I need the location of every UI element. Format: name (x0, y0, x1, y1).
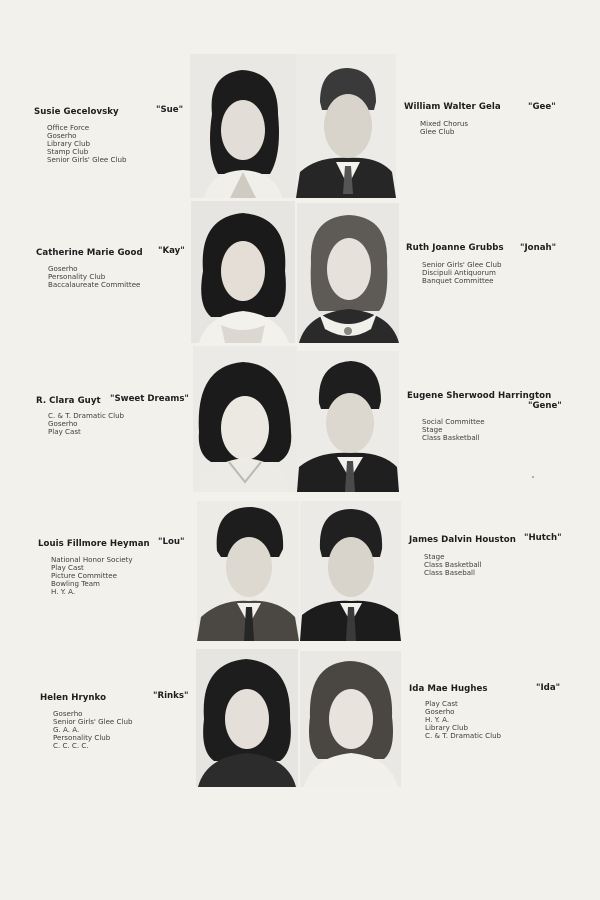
activity: Goserho (48, 264, 78, 273)
senior-nickname: "Lou" (158, 537, 185, 547)
senior-name: Ruth Joanne Grubbs (406, 243, 504, 253)
activity: H. Y. A. (51, 587, 76, 597)
activity: Stage (422, 425, 443, 435)
activity: Play Cast (48, 427, 81, 437)
activity: Senior Girls' Glee Club (53, 717, 133, 727)
activity: Class Baseball (424, 568, 475, 578)
activity-list (425, 700, 501, 740)
activity: Personality Club (53, 733, 111, 743)
portrait-photo (300, 651, 401, 787)
portrait-photo (197, 501, 299, 641)
senior-nickname: "Ida" (536, 683, 561, 693)
portrait-photo (300, 501, 401, 641)
activity: Picture Committee (51, 571, 118, 581)
activity: C. C. C. C. (53, 741, 89, 751)
activity: Social Committee (422, 417, 485, 426)
senior-name: Ida Mae Hughes (409, 684, 488, 694)
senior-name: William Walter Gela (404, 102, 501, 112)
senior-nickname: "Jonah" (520, 243, 557, 253)
activity: Mixed Chorus (420, 119, 469, 128)
portrait-photo (191, 201, 295, 343)
activity: Senior Girls' Glee Club (47, 155, 127, 165)
portrait-photo (297, 351, 399, 492)
activity: Baccalaureate Committee (48, 280, 141, 290)
senior-nickname: "Kay" (158, 246, 185, 256)
activity: Play Cast (51, 563, 84, 573)
activity-list (420, 120, 468, 136)
senior-nickname: "Hutch" (524, 533, 562, 543)
activity-list (422, 418, 485, 442)
senior-nickname: "Gee" (528, 102, 556, 112)
activity-list (422, 261, 501, 285)
activity: Senior Girls' Glee Club (422, 260, 502, 269)
activity: Discipuli Antiquorum (422, 268, 496, 278)
senior-nickname: "Gene" (528, 401, 562, 411)
senior-name: Louis Fillmore Heyman (38, 539, 150, 549)
activity: Bowling Team (51, 579, 100, 589)
portrait-photo (193, 346, 297, 492)
activity: Play Cast (425, 699, 458, 708)
portrait-photo (297, 203, 399, 343)
senior-name: Catherine Marie Good (36, 248, 143, 258)
activity-list (47, 124, 126, 164)
portrait-photo (196, 649, 298, 787)
activity: Office Force (47, 123, 90, 132)
activity: Class Basketball (422, 433, 480, 443)
activity: Goserho (425, 707, 455, 717)
portrait-photo (296, 54, 396, 198)
activity-list (48, 412, 124, 436)
activity-list (53, 710, 132, 750)
activity: Personality Club (48, 272, 106, 282)
senior-nickname: "Rinks" (153, 691, 189, 701)
activity: Banquet Committee (422, 276, 494, 286)
speck (532, 476, 534, 478)
activity: Class Basketball (424, 560, 482, 570)
activity: Glee Club (420, 127, 455, 137)
activity: Stamp Club (47, 147, 89, 157)
activity: C. & T. Dramatic Club (48, 411, 125, 420)
activity: Stage (424, 552, 445, 561)
senior-name: Eugene Sherwood Harrington (407, 391, 552, 401)
portrait-photo (190, 54, 296, 198)
activity: Goserho (47, 131, 77, 141)
activity: G. A. A. (53, 725, 80, 735)
senior-name: Susie Gecelovsky (34, 107, 119, 117)
activity-list (424, 553, 482, 577)
activity: Goserho (48, 419, 78, 429)
activity: Library Club (47, 139, 90, 149)
senior-name: R. Clara Guyt (36, 396, 101, 406)
activity: C. & T. Dramatic Club (425, 731, 502, 741)
activity: National Honor Society (51, 555, 133, 564)
senior-nickname: "Sweet Dreams" (110, 394, 189, 404)
senior-nickname: "Sue" (156, 105, 184, 115)
activity: Goserho (53, 709, 83, 718)
activity-list (48, 265, 140, 289)
activity: Library Club (425, 723, 468, 733)
activity-list (51, 556, 133, 596)
senior-name: Helen Hrynko (40, 693, 107, 703)
activity: H. Y. A. (425, 715, 450, 725)
senior-name: James Dalvin Houston (409, 535, 516, 545)
